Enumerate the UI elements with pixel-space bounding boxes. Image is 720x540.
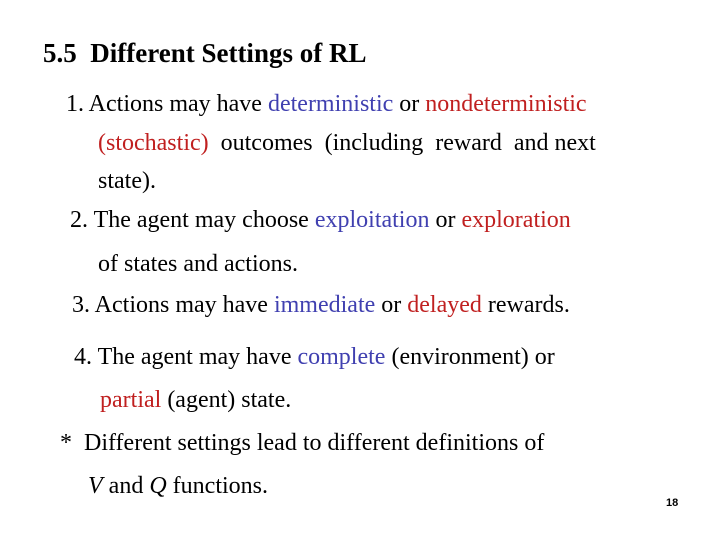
item-2-term-exploitation: exploitation (314, 207, 430, 233)
item-1-number: 1. (66, 91, 84, 117)
item-4-text-c: (agent) state. (161, 387, 292, 413)
item-4-number: 4. (74, 344, 92, 370)
item-3-term-immediate: immediate (273, 292, 376, 318)
note-symbol-q: Q (149, 473, 167, 499)
note-bullet: * (60, 430, 72, 456)
note-line-1 (60, 429, 544, 457)
item-2-text-b: or (429, 207, 462, 233)
item-3-text-a: Actions may have (90, 292, 274, 318)
item-1-text-b: or (393, 91, 426, 117)
note-text-a: Different settings lead to different definitions of (72, 430, 545, 456)
item-4-line-2 (100, 386, 291, 414)
item-3-number: 3. (72, 292, 90, 318)
item-3-term-delayed: delayed (407, 292, 482, 318)
note-symbol-v: V (88, 473, 103, 499)
item-4-line-1 (74, 343, 555, 371)
item-4-text-b: (environment) or (385, 344, 555, 370)
note-text-and: and (102, 473, 150, 499)
item-1-term-nondeterministic: nondeterministic (425, 91, 587, 117)
item-1-text-a: Actions may have (84, 91, 268, 117)
item-4-text-a: The agent may have (92, 344, 298, 370)
item-1-text-c: outcomes (including reward and next (208, 130, 596, 156)
item-2-text-a: The agent may choose (88, 207, 315, 233)
item-4-term-partial: partial (100, 387, 162, 413)
item-2-line-2: of states and actions. (98, 251, 298, 277)
page-number: 18 (666, 497, 679, 509)
item-1-term-stochastic: (stochastic) (98, 130, 209, 156)
item-4-term-complete: complete (297, 344, 386, 370)
item-2-line-1 (70, 206, 571, 234)
item-1-line-2 (98, 129, 596, 157)
item-1-line-3: state). (98, 168, 156, 194)
item-3-text-b: or (375, 292, 408, 318)
slide-title: 5.5 Different Settings of RL (43, 38, 367, 68)
item-3-text-c: rewards. (481, 292, 570, 318)
item-1-term-deterministic: deterministic (267, 91, 394, 117)
item-3-line-1 (72, 291, 570, 319)
item-1-line-1 (66, 90, 587, 118)
note-text-b: functions. (166, 473, 268, 499)
item-2-term-exploration: exploration (461, 207, 571, 233)
note-line-2 (88, 472, 268, 500)
item-2-number: 2. (70, 207, 88, 233)
